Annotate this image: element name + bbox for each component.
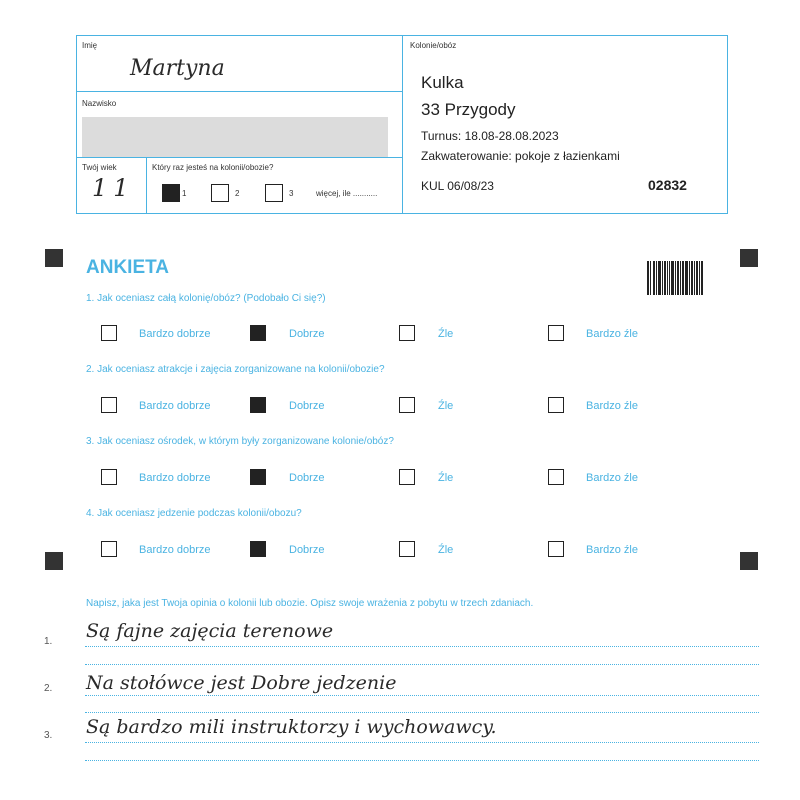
question-4: 4. Jak oceniasz jedzenie podczas kolonii/obozu? [86, 508, 302, 519]
age-value[interactable]: 11 [92, 174, 135, 202]
visits-checkbox-2[interactable] [211, 184, 229, 202]
question-1: 1. Jak oceniasz całą kolonię/obóz? (Podobało Ci się?) [86, 293, 326, 304]
q3-option-bardzo-zle: Bardzo źle [586, 472, 638, 484]
opinion-dotted-line [85, 646, 759, 647]
camp-name: Kulka [421, 73, 464, 92]
visits-option-1: 1 [182, 189, 187, 198]
name-divider [76, 91, 402, 92]
opinion-dotted-line [85, 760, 759, 761]
registration-marker-top-right [740, 249, 758, 267]
q3-checkbox-bardzo-zle[interactable] [548, 469, 564, 485]
q3-option-zle: Źle [438, 472, 454, 484]
opinion-dotted-line [85, 695, 759, 696]
q2-checkbox-bardzo-zle[interactable] [548, 397, 564, 413]
registration-marker-bottom-right [740, 552, 758, 570]
q3-checkbox-bardzo-dobrze[interactable] [101, 469, 117, 485]
q4-option-bardzo-dobrze: Bardzo dobrze [139, 544, 211, 556]
camp-turnus: Turnus: 18.08-28.08.2023 [421, 129, 559, 143]
q1-checkbox-dobrze[interactable] [250, 325, 266, 341]
age-divider [146, 157, 147, 214]
q2-option-dobrze: Dobrze [289, 400, 325, 412]
name-value[interactable]: Martyna [130, 56, 225, 81]
q3-checkbox-dobrze[interactable] [250, 469, 266, 485]
q2-checkbox-dobrze[interactable] [250, 397, 266, 413]
q1-option-dobrze: Dobrze [289, 328, 325, 340]
surname-label: Nazwisko [82, 99, 117, 108]
question-3: 3. Jak oceniasz ośrodek, w którym były zorganizowane kolonie/obóz? [86, 436, 394, 447]
surname-redaction [82, 117, 388, 157]
q4-checkbox-dobrze[interactable] [250, 541, 266, 557]
q3-option-bardzo-dobrze: Bardzo dobrze [139, 472, 211, 484]
visits-option-3: 3 [289, 189, 294, 198]
barcode-icon [647, 261, 703, 295]
opinion-answer-1[interactable]: Są fajne zajęcia terenowe [86, 620, 334, 642]
visits-more: więcej, ile ........... [316, 189, 378, 198]
q1-option-zle: Źle [438, 328, 454, 340]
q2-option-bardzo-zle: Bardzo źle [586, 400, 638, 412]
q1-option-bardzo-zle: Bardzo źle [586, 328, 638, 340]
camp-program: 33 Przygody [421, 100, 516, 119]
visits-option-2: 2 [235, 189, 240, 198]
opinion-dotted-line [85, 664, 759, 665]
q4-option-zle: Źle [438, 544, 454, 556]
name-label: Imię [82, 41, 98, 50]
registration-marker-top-left [45, 249, 63, 267]
visits-checkbox-3[interactable] [265, 184, 283, 202]
q2-option-zle: Źle [438, 400, 454, 412]
opinion-line-number-2: 2. [44, 683, 53, 694]
q1-checkbox-bardzo-zle[interactable] [548, 325, 564, 341]
q3-checkbox-zle[interactable] [399, 469, 415, 485]
q4-option-dobrze: Dobrze [289, 544, 325, 556]
visits-checkbox-1[interactable] [162, 184, 180, 202]
camp-accommodation: Zakwaterowanie: pokoje z łazienkami [421, 149, 620, 163]
header-divider [402, 35, 403, 214]
visits-label: Który raz jesteś na kolonii/obozie? [152, 163, 274, 172]
q2-checkbox-bardzo-dobrze[interactable] [101, 397, 117, 413]
q4-checkbox-bardzo-dobrze[interactable] [101, 541, 117, 557]
q4-checkbox-bardzo-zle[interactable] [548, 541, 564, 557]
opinion-answer-3[interactable]: Są bardzo mili instruktorzy i wychowawcy. [86, 716, 497, 738]
age-label: Twój wiek [82, 163, 117, 172]
q3-option-dobrze: Dobrze [289, 472, 325, 484]
opinion-prompt: Napisz, jaka jest Twoja opinia o kolonii lub obozie. Opisz swoje wrażenia z pobytu w trzech zdaniach. [86, 598, 534, 609]
surname-divider [76, 157, 402, 158]
q2-checkbox-zle[interactable] [399, 397, 415, 413]
registration-marker-bottom-left [45, 552, 63, 570]
opinion-dotted-line [85, 712, 759, 713]
camp-code: KUL 06/08/23 [421, 179, 494, 193]
q4-option-bardzo-zle: Bardzo źle [586, 544, 638, 556]
question-2: 2. Jak oceniasz atrakcje i zajęcia zorganizowane na kolonii/obozie? [86, 364, 385, 375]
q1-checkbox-bardzo-dobrze[interactable] [101, 325, 117, 341]
opinion-line-number-1: 1. [44, 636, 53, 647]
camp-number: 02832 [648, 177, 687, 193]
camp-label: Kolonie/obóz [410, 41, 457, 50]
q2-option-bardzo-dobrze: Bardzo dobrze [139, 400, 211, 412]
q1-checkbox-zle[interactable] [399, 325, 415, 341]
q4-checkbox-zle[interactable] [399, 541, 415, 557]
opinion-line-number-3: 3. [44, 730, 53, 741]
opinion-dotted-line [85, 742, 759, 743]
q1-option-bardzo-dobrze: Bardzo dobrze [139, 328, 211, 340]
survey-title: ANKIETA [86, 257, 170, 278]
opinion-answer-2[interactable]: Na stołówce jest Dobre jedzenie [86, 672, 397, 694]
